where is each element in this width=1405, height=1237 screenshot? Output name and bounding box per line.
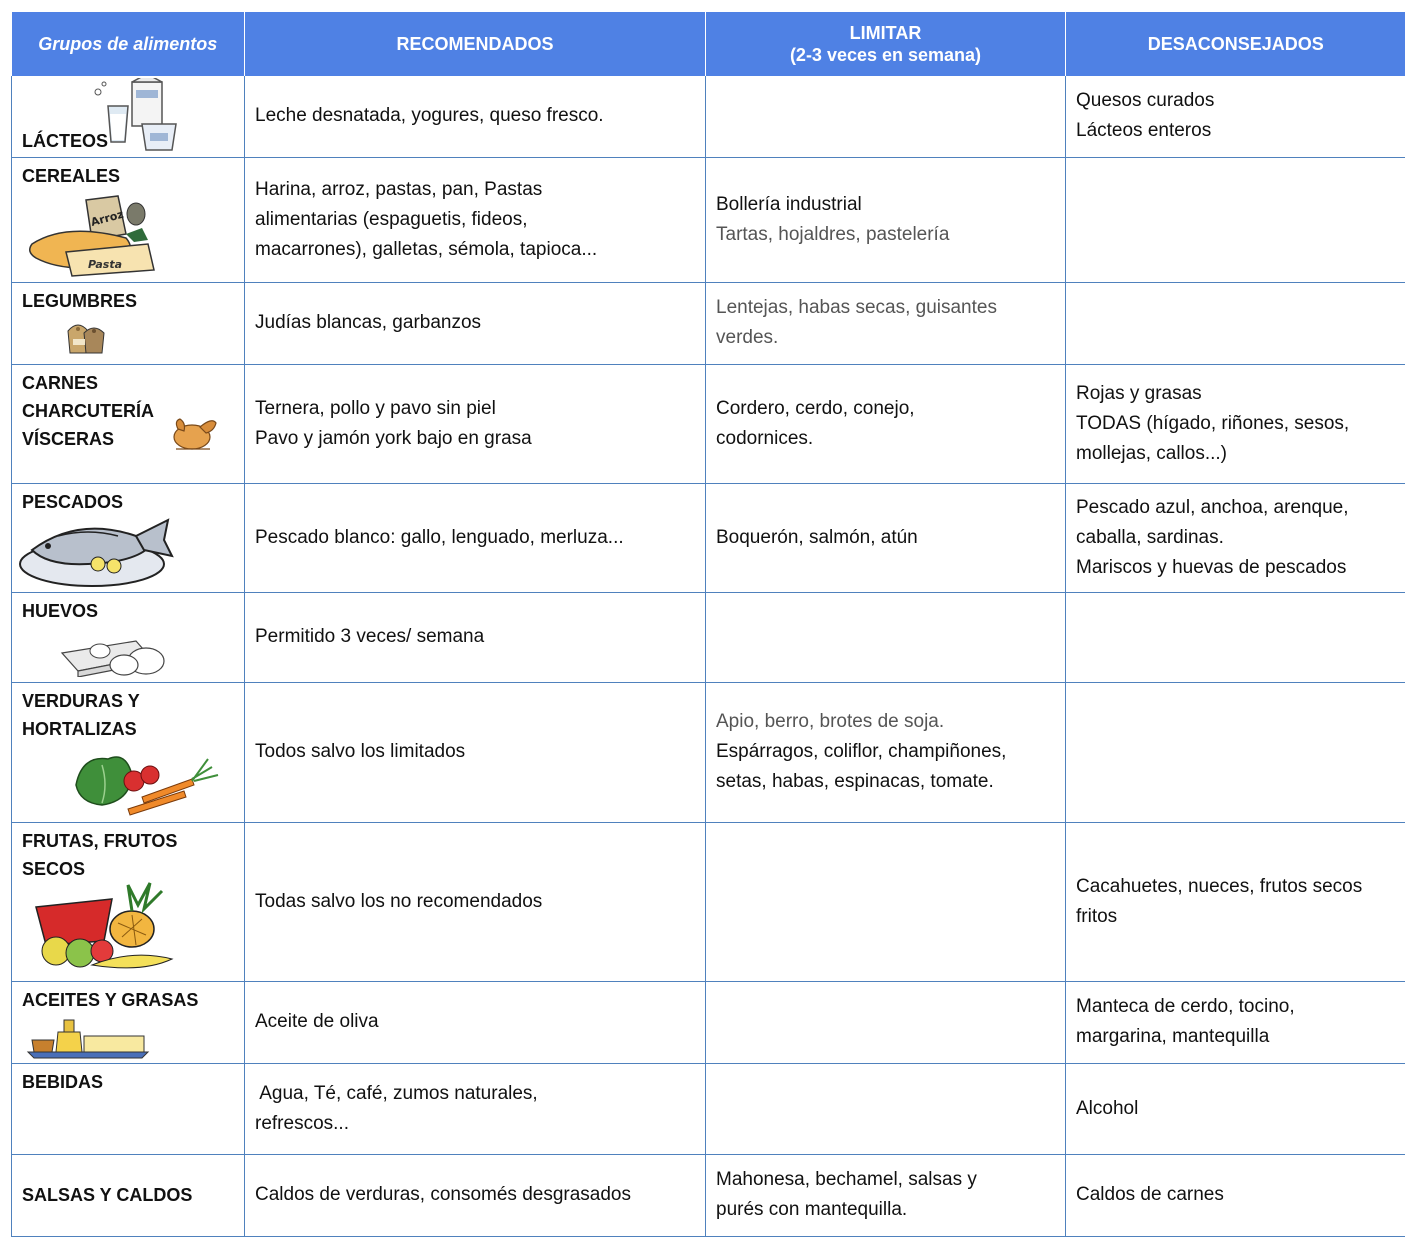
- avoid-cell: [1066, 1154, 1405, 1236]
- recommended-text: Todos salvo los limitados: [255, 741, 466, 762]
- recommended-cell: [245, 157, 706, 282]
- category-name: HUEVOS: [22, 600, 99, 621]
- limit-text: Bollería industrial: [716, 193, 862, 215]
- recommended-cell: [245, 592, 706, 682]
- avoid-cell: [1066, 682, 1405, 822]
- recommended-text: Pescado blanco: gallo, lenguado, merluza...: [255, 526, 624, 548]
- category-cell: [12, 822, 245, 981]
- category-cell: [12, 592, 245, 682]
- avoid-text: TODAS (hígado, riñones, sesos,: [1076, 412, 1350, 434]
- table-row: [12, 483, 1405, 592]
- limit-cell: [706, 981, 1066, 1063]
- recommended-text: Aceite de oliva: [255, 1011, 379, 1032]
- table-row: [12, 592, 1405, 682]
- fish-platter-icon: [18, 506, 178, 598]
- category-name: BEBIDAS: [22, 1071, 104, 1092]
- header-row: [12, 12, 1405, 76]
- category-cell: [12, 981, 245, 1063]
- avoid-text: Mariscos y huevas de pescados: [1076, 556, 1347, 578]
- table-row: [12, 682, 1405, 822]
- recommended-text: Harina, arroz, pastas, pan, Pastas: [255, 178, 543, 200]
- category-name: CEREALES: [22, 165, 121, 186]
- avoid-text: Lácteos enteros: [1076, 120, 1212, 142]
- avoid-cell: [1066, 1063, 1405, 1154]
- category-name: VÍSCERAS: [22, 428, 115, 449]
- category-name: HORTALIZAS: [22, 718, 137, 739]
- limit-cell: [706, 1154, 1066, 1236]
- avoid-text: fritos: [1076, 905, 1118, 927]
- recommended-cell: [245, 483, 706, 592]
- recommended-text: refrescos...: [255, 1112, 349, 1134]
- avoid-text: Quesos curados: [1076, 90, 1215, 112]
- category-cell: [12, 157, 245, 282]
- category-name: ACEITES Y GRASAS: [22, 989, 199, 1010]
- category-cell: [12, 282, 245, 364]
- recommended-text: alimentarias (espaguetis, fideos,: [255, 208, 528, 230]
- recommended-cell: [245, 282, 706, 364]
- fruit-basket-icon: [32, 879, 188, 979]
- avoid-cell: [1066, 981, 1405, 1063]
- header-food-groups: Grupos de alimentos: [12, 12, 245, 76]
- header-limit-title: LIMITAR: [849, 23, 922, 43]
- category-name: LÁCTEOS: [22, 130, 109, 151]
- limit-text: Boquerón, salmón, atún: [716, 526, 918, 548]
- recommended-cell: [245, 981, 706, 1063]
- avoid-text: Cacahuetes, nueces, frutos secos: [1076, 875, 1363, 897]
- avoid-cell: [1066, 364, 1405, 483]
- vegetables-icon: [72, 745, 224, 825]
- legume-sacks-icon: [64, 317, 108, 365]
- recommended-text: Permitido 3 veces/ semana: [255, 626, 485, 647]
- header-limit-frequency: (2-3 veces en semana): [789, 45, 982, 65]
- category-name: CHARCUTERÍA: [22, 400, 154, 421]
- recommended-text: Agua, Té, café, zumos naturales,: [255, 1082, 538, 1104]
- table-row: [12, 157, 1405, 282]
- svg-text:Arroz: Arroz: [89, 207, 125, 229]
- table-row: [12, 364, 1405, 483]
- limit-cell: [706, 682, 1066, 822]
- avoid-text: Manteca de cerdo, tocino,: [1076, 996, 1295, 1017]
- recommended-cell: [245, 364, 706, 483]
- limit-cell: [706, 1063, 1066, 1154]
- svg-text:Pasta: Pasta: [88, 257, 123, 271]
- oil-butter-icon: [24, 1018, 154, 1068]
- avoid-text: caballa, sardinas.: [1076, 526, 1224, 548]
- limit-text: Espárragos, coliflor, champiñones,: [716, 741, 1007, 762]
- roast-chicken-icon: [170, 409, 220, 461]
- recommended-text: Leche desnatada, yogures, queso fresco.: [255, 105, 604, 127]
- limit-text: codornices.: [716, 427, 814, 449]
- recommended-cell: [245, 682, 706, 822]
- table-row: [12, 822, 1405, 981]
- recommended-cell: [245, 1154, 706, 1236]
- category-cell: [12, 1154, 245, 1236]
- limit-text: Lentejas, habas secas, guisantes: [716, 297, 997, 318]
- recommended-text: Ternera, pollo y pavo sin piel: [255, 397, 496, 419]
- limit-cell: [706, 822, 1066, 981]
- category-name: SECOS: [22, 858, 86, 879]
- category-name: LEGUMBRES: [22, 290, 138, 311]
- table-row: [12, 76, 1405, 157]
- header-limit: [706, 12, 1066, 76]
- avoid-cell: [1066, 76, 1405, 157]
- category-cell: [12, 483, 245, 592]
- table-row: [12, 282, 1405, 364]
- avoid-text: Rojas y grasas: [1076, 382, 1202, 404]
- category-name: CARNES: [22, 372, 99, 393]
- limit-text: Tartas, hojaldres, pastelería: [716, 223, 950, 245]
- avoid-text: mollejas, callos...): [1076, 442, 1227, 464]
- recommended-text: Judías blancas, garbanzos: [255, 312, 482, 333]
- recommended-cell: [245, 76, 706, 157]
- egg-carton-icon: [60, 631, 172, 685]
- header-avoid: DESACONSEJADOS: [1066, 12, 1405, 76]
- recommended-text: Pavo y jamón york bajo en grasa: [255, 427, 532, 449]
- bread-rice-pasta-icon: [26, 194, 166, 286]
- limit-cell: [706, 364, 1066, 483]
- avoid-text: margarina, mantequilla: [1076, 1026, 1270, 1047]
- category-cell: [12, 1063, 245, 1154]
- avoid-text: Caldos de carnes: [1076, 1184, 1224, 1205]
- avoid-cell: [1066, 282, 1405, 364]
- limit-text: Cordero, cerdo, conejo,: [716, 397, 915, 419]
- table-row: [12, 981, 1405, 1063]
- avoid-cell: [1066, 483, 1405, 592]
- category-name: PESCADOS: [22, 491, 124, 512]
- avoid-text: Pescado azul, anchoa, arenque,: [1076, 496, 1349, 518]
- food-group-table: [11, 12, 1405, 1237]
- limit-text: setas, habas, espinacas, tomate.: [716, 771, 994, 792]
- category-name: FRUTAS, FRUTOS: [22, 830, 178, 851]
- recommended-cell: [245, 822, 706, 981]
- avoid-cell: [1066, 822, 1405, 981]
- diet-table-container: [11, 12, 1405, 1237]
- limit-text: purés con mantequilla.: [716, 1199, 908, 1220]
- avoid-cell: [1066, 592, 1405, 682]
- recommended-text: Todas salvo los no recomendados: [255, 890, 543, 912]
- table-row: [12, 1063, 1405, 1154]
- limit-text: Apio, berro, brotes de soja.: [716, 711, 945, 732]
- category-cell: [12, 682, 245, 822]
- limit-text: verdes.: [716, 327, 779, 348]
- header-recommended: RECOMENDADOS: [245, 12, 706, 76]
- limit-cell: [706, 282, 1066, 364]
- limit-cell: [706, 483, 1066, 592]
- recommended-text: Caldos de verduras, consomés desgrasados: [255, 1184, 631, 1205]
- limit-cell: [706, 592, 1066, 682]
- category-name: SALSAS Y CALDOS: [22, 1185, 193, 1205]
- limit-cell: [706, 157, 1066, 282]
- table-row: [12, 1154, 1405, 1236]
- recommended-cell: [245, 1063, 706, 1154]
- avoid-cell: [1066, 157, 1405, 282]
- avoid-text: Alcohol: [1076, 1097, 1139, 1119]
- category-cell: [12, 364, 245, 483]
- recommended-text: macarrones), galletas, sémola, tapioca...: [255, 238, 598, 260]
- category-cell: [12, 76, 245, 157]
- category-name: VERDURAS Y: [22, 690, 140, 711]
- limit-cell: [706, 76, 1066, 157]
- limit-text: Mahonesa, bechamel, salsas y: [716, 1169, 977, 1190]
